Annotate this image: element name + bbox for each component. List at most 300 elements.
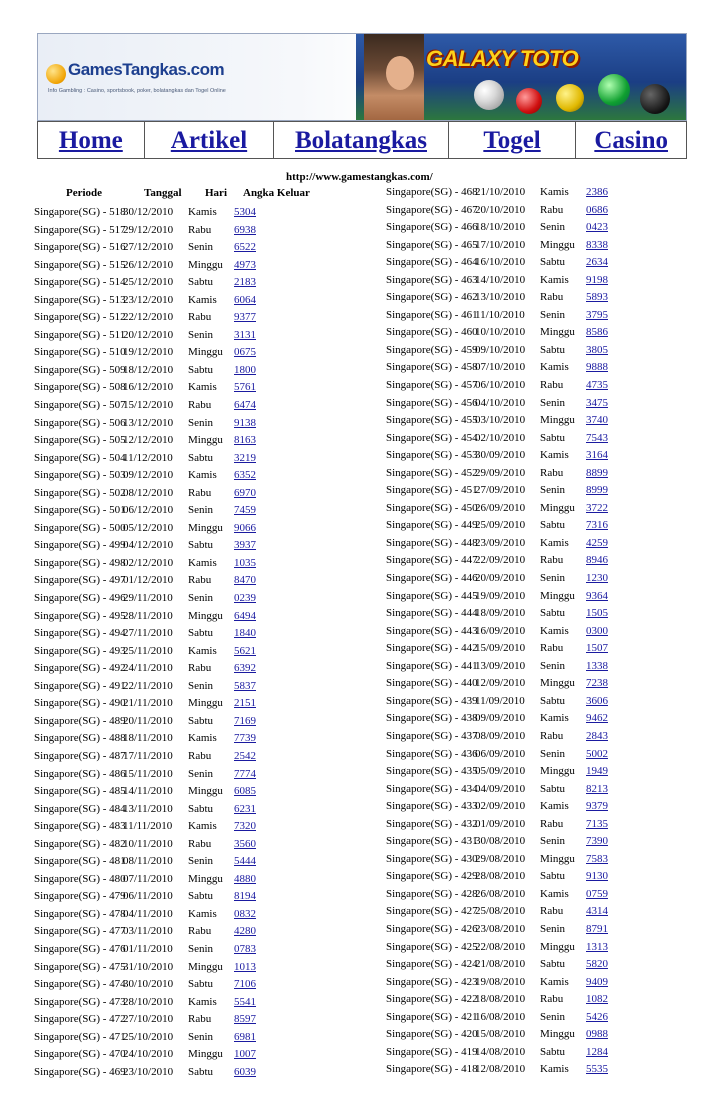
result-angka-link[interactable]: 5002 <box>586 747 608 760</box>
result-hari: Rabu <box>540 379 564 392</box>
result-periode: Singapore(SG) - 443 <box>386 624 478 637</box>
result-hari: Rabu <box>540 642 564 655</box>
result-angka-link[interactable]: 9409 <box>586 975 608 988</box>
result-angka-link[interactable]: 8586 <box>586 326 608 339</box>
result-angka-link[interactable]: 3475 <box>586 396 608 409</box>
result-hari: Kamis <box>188 907 217 920</box>
result-row <box>386 570 626 588</box>
result-periode: Singapore(SG) - 459 <box>386 343 478 356</box>
result-row <box>34 608 274 626</box>
result-hari: Kamis <box>540 975 569 988</box>
result-tanggal: 15/11/2010 <box>123 767 173 780</box>
result-angka-link[interactable]: 0675 <box>234 346 256 359</box>
result-tanggal: 03/10/2010 <box>475 414 526 427</box>
result-angka-link[interactable]: 4735 <box>586 379 608 392</box>
result-angka-link[interactable]: 1035 <box>234 556 256 569</box>
result-row <box>386 781 626 799</box>
result-hari: Minggu <box>540 501 575 514</box>
billiard-ball-icon <box>516 88 542 114</box>
result-angka-link[interactable]: 7739 <box>234 732 256 745</box>
result-row <box>386 903 626 921</box>
result-periode: Singapore(SG) - 426 <box>386 922 478 935</box>
result-angka-link[interactable]: 6522 <box>234 241 256 254</box>
result-periode: Singapore(SG) - 464 <box>386 256 478 269</box>
result-angka-link[interactable]: 0783 <box>234 942 256 955</box>
result-angka-link[interactable]: 8791 <box>586 922 608 935</box>
result-hari: Kamis <box>188 381 217 394</box>
result-angka-link[interactable]: 5893 <box>586 291 608 304</box>
result-tanggal: 18/11/2010 <box>123 732 173 745</box>
result-periode: Singapore(SG) - 465 <box>386 238 478 251</box>
site-url: http://www.gamestangkas.com/ <box>286 171 433 183</box>
result-row <box>34 660 274 678</box>
result-periode: Singapore(SG) - 503 <box>34 469 126 482</box>
result-tanggal: 30/08/2010 <box>475 835 526 848</box>
nav-bolatangkas-link[interactable]: Bolatangkas <box>274 122 448 158</box>
result-hari: Minggu <box>540 852 575 865</box>
result-angka-link[interactable]: 8163 <box>234 434 256 447</box>
result-hari: Sabtu <box>188 714 214 727</box>
result-angka-link[interactable]: 8338 <box>586 238 608 251</box>
result-tanggal: 23/09/2010 <box>475 536 526 549</box>
result-hari: Sabtu <box>188 276 214 289</box>
result-hari: Minggu <box>540 765 575 778</box>
result-angka-link[interactable]: 4259 <box>586 536 608 549</box>
result-angka-link[interactable]: 1800 <box>234 363 256 376</box>
result-tanggal: 20/10/2010 <box>475 203 526 216</box>
results-column-left <box>34 204 274 1081</box>
result-angka-link[interactable]: 6938 <box>234 223 256 236</box>
result-row <box>34 572 274 590</box>
result-angka-link[interactable]: 3937 <box>234 539 256 552</box>
result-hari: Senin <box>540 659 566 672</box>
result-row <box>34 362 274 380</box>
result-row <box>386 991 626 1009</box>
result-angka-link[interactable]: 1507 <box>586 642 608 655</box>
result-periode: Singapore(SG) - 453 <box>386 449 478 462</box>
result-angka-link[interactable]: 1284 <box>586 1045 608 1058</box>
result-angka-link[interactable]: 0239 <box>234 592 256 605</box>
result-tanggal: 26/08/2010 <box>475 887 526 900</box>
result-angka-link[interactable]: 0759 <box>586 887 608 900</box>
result-row <box>386 868 626 886</box>
result-angka-link[interactable]: 9462 <box>586 712 608 725</box>
result-angka-link[interactable]: 8999 <box>586 484 608 497</box>
billiard-ball-icon <box>556 84 584 112</box>
result-tanggal: 09/10/2010 <box>475 343 526 356</box>
result-angka-link[interactable]: 8194 <box>234 890 256 903</box>
result-tanggal: 15/09/2010 <box>475 642 526 655</box>
result-periode: Singapore(SG) - 516 <box>34 241 126 254</box>
result-periode: Singapore(SG) - 442 <box>386 642 478 655</box>
result-tanggal: 21/10/2010 <box>475 186 526 198</box>
result-angka-link[interactable]: 3560 <box>234 837 256 850</box>
result-row <box>34 695 274 713</box>
result-angka-link[interactable]: 6085 <box>234 785 256 798</box>
result-angka-link[interactable]: 6392 <box>234 662 256 675</box>
nav-artikel-link[interactable]: Artikel <box>145 122 275 158</box>
result-row <box>386 833 626 851</box>
result-angka-link[interactable]: 6970 <box>234 486 256 499</box>
result-angka-link[interactable]: 6981 <box>234 1030 256 1043</box>
result-angka-link[interactable]: 3131 <box>234 328 256 341</box>
result-hari: Rabu <box>540 466 564 479</box>
result-hari: Senin <box>188 328 214 341</box>
result-row <box>386 921 626 939</box>
result-periode: Singapore(SG) - 512 <box>34 311 126 324</box>
billiard-ball-icon <box>474 80 504 110</box>
result-angka-link[interactable]: 1949 <box>586 765 608 778</box>
result-tanggal: 24/10/2010 <box>123 1048 174 1061</box>
result-angka-link[interactable]: 0832 <box>234 907 256 920</box>
result-row <box>34 678 274 696</box>
result-hari: Sabtu <box>540 343 566 356</box>
result-hari: Senin <box>540 747 566 760</box>
result-row <box>386 1009 626 1027</box>
result-row <box>386 500 626 518</box>
result-tanggal: 25/09/2010 <box>475 519 526 532</box>
result-angka-link[interactable]: 1230 <box>586 572 608 585</box>
result-hari: Minggu <box>540 589 575 602</box>
result-angka-link[interactable]: 3722 <box>586 501 608 514</box>
result-tanggal: 16/08/2010 <box>475 1010 526 1023</box>
result-periode: Singapore(SG) - 471 <box>34 1030 126 1043</box>
result-tanggal: 27/09/2010 <box>475 484 526 497</box>
result-periode: Singapore(SG) - 475 <box>34 960 126 973</box>
result-row <box>386 482 626 500</box>
result-angka-link[interactable]: 9138 <box>234 416 256 429</box>
result-angka-link[interactable]: 7390 <box>586 835 608 848</box>
result-periode: Singapore(SG) - 421 <box>386 1010 478 1023</box>
result-angka-link[interactable]: 8470 <box>234 574 256 587</box>
result-angka-link[interactable]: 9377 <box>234 311 256 324</box>
result-periode: Singapore(SG) - 454 <box>386 431 478 444</box>
result-tanggal: 16/09/2010 <box>475 624 526 637</box>
result-periode: Singapore(SG) - 463 <box>386 273 478 286</box>
result-periode: Singapore(SG) - 481 <box>34 855 126 868</box>
result-periode: Singapore(SG) - 447 <box>386 554 478 567</box>
result-angka-link[interactable]: 3740 <box>586 414 608 427</box>
result-angka-link[interactable]: 8213 <box>586 782 608 795</box>
result-hari: Minggu <box>540 677 575 690</box>
model-photo <box>364 34 424 121</box>
result-angka-link[interactable]: 5426 <box>586 1010 608 1023</box>
result-periode: Singapore(SG) - 507 <box>34 399 126 412</box>
result-angka-link[interactable]: 5444 <box>234 855 256 868</box>
result-periode: Singapore(SG) - 451 <box>386 484 478 497</box>
result-tanggal: 14/10/2010 <box>475 273 526 286</box>
result-hari: Sabtu <box>188 978 214 991</box>
result-hari: Senin <box>540 308 566 321</box>
result-tanggal: 10/10/2010 <box>475 326 526 339</box>
result-angka-link[interactable]: 1313 <box>586 940 608 953</box>
result-angka-link[interactable]: 0686 <box>586 203 608 216</box>
result-hari: Sabtu <box>540 607 566 620</box>
result-row <box>34 818 274 836</box>
result-row <box>386 1044 626 1062</box>
result-angka-link[interactable]: 6064 <box>234 293 256 306</box>
result-periode: Singapore(SG) - 439 <box>386 694 478 707</box>
header-banner[interactable] <box>37 33 687 121</box>
result-hari: Kamis <box>188 644 217 657</box>
result-row <box>386 728 626 746</box>
result-hari: Rabu <box>188 311 212 324</box>
result-periode: Singapore(SG) - 513 <box>34 293 126 306</box>
result-angka-link[interactable]: 7316 <box>586 519 608 532</box>
result-tanggal: 08/12/2010 <box>123 486 174 499</box>
result-angka-link[interactable]: 1840 <box>234 627 256 640</box>
result-tanggal: 11/12/2010 <box>123 451 173 464</box>
result-row <box>34 204 274 222</box>
result-row <box>386 746 626 764</box>
result-periode: Singapore(SG) - 462 <box>386 291 478 304</box>
result-hari: Rabu <box>540 729 564 742</box>
result-hari: Senin <box>188 592 214 605</box>
result-angka-link[interactable]: 7583 <box>586 852 608 865</box>
result-row <box>386 675 626 693</box>
result-tanggal: 08/09/2010 <box>475 729 526 742</box>
result-angka-link[interactable]: 2542 <box>234 749 256 762</box>
result-angka-link[interactable]: 8597 <box>234 1013 256 1026</box>
result-periode: Singapore(SG) - 488 <box>34 732 126 745</box>
result-row <box>34 555 274 573</box>
result-hari: Minggu <box>188 697 223 710</box>
result-hari: Sabtu <box>540 519 566 532</box>
result-angka-link[interactable]: 4280 <box>234 925 256 938</box>
result-tanggal: 29/12/2010 <box>123 223 174 236</box>
result-hari: Rabu <box>540 203 564 216</box>
result-angka-link[interactable]: 2151 <box>234 697 256 710</box>
result-periode: Singapore(SG) - 493 <box>34 644 126 657</box>
result-row <box>386 430 626 448</box>
result-hari: Kamis <box>540 449 569 462</box>
result-row <box>386 465 626 483</box>
result-angka-link[interactable]: 3805 <box>586 343 608 356</box>
result-angka-link[interactable]: 8899 <box>586 466 608 479</box>
result-angka-link[interactable]: 3606 <box>586 694 608 707</box>
result-tanggal: 07/11/2010 <box>123 872 173 885</box>
result-angka-link[interactable]: 5820 <box>586 958 608 971</box>
result-hari: Rabu <box>188 837 212 850</box>
result-angka-link[interactable]: 5621 <box>234 644 256 657</box>
result-hari: Rabu <box>188 662 212 675</box>
result-angka-link[interactable]: 4314 <box>586 905 608 918</box>
result-angka-link[interactable]: 2634 <box>586 256 608 269</box>
result-periode: Singapore(SG) - 441 <box>386 659 478 672</box>
result-tanggal: 23/08/2010 <box>475 922 526 935</box>
logo-ball-icon <box>46 64 66 84</box>
result-tanggal: 25/08/2010 <box>475 905 526 918</box>
result-periode: Singapore(SG) - 470 <box>34 1048 126 1061</box>
result-tanggal: 28/11/2010 <box>123 609 173 622</box>
result-angka-link[interactable]: 5535 <box>586 1063 608 1076</box>
result-hari: Kamis <box>540 1063 569 1076</box>
result-periode: Singapore(SG) - 420 <box>386 1028 478 1041</box>
nav-home-link[interactable]: Home <box>38 122 145 158</box>
result-tanggal: 25/11/2010 <box>123 644 173 657</box>
nav-casino-link[interactable]: Casino <box>594 126 668 154</box>
result-periode: Singapore(SG) - 437 <box>386 729 478 742</box>
result-row <box>34 292 274 310</box>
result-tanggal: 18/12/2010 <box>123 363 174 376</box>
result-angka-link[interactable]: 5761 <box>234 381 256 394</box>
result-tanggal: 20/12/2010 <box>123 328 174 341</box>
result-tanggal: 13/12/2010 <box>123 416 174 429</box>
result-tanggal: 09/12/2010 <box>123 469 174 482</box>
result-angka-link[interactable]: 2386 <box>586 186 608 198</box>
result-hari: Minggu <box>188 785 223 798</box>
result-angka-link[interactable]: 1338 <box>586 659 608 672</box>
result-row <box>34 432 274 450</box>
result-hari: Sabtu <box>540 256 566 269</box>
result-hari: Senin <box>540 835 566 848</box>
result-hari: Minggu <box>540 414 575 427</box>
result-angka-link[interactable]: 7106 <box>234 978 256 991</box>
result-angka-link[interactable]: 0988 <box>586 1028 608 1041</box>
result-angka-link[interactable]: 1082 <box>586 993 608 1006</box>
result-tanggal: 30/10/2010 <box>123 978 174 991</box>
result-angka-link[interactable]: 9130 <box>586 870 608 883</box>
result-row <box>386 798 626 816</box>
result-periode: Singapore(SG) - 508 <box>34 381 126 394</box>
result-angka-link[interactable]: 5837 <box>234 679 256 692</box>
result-periode: Singapore(SG) - 486 <box>34 767 126 780</box>
result-row <box>34 941 274 959</box>
result-angka-link[interactable]: 0300 <box>586 624 608 637</box>
result-hari: Rabu <box>188 1013 212 1026</box>
result-row <box>386 816 626 834</box>
result-tanggal: 22/08/2010 <box>475 940 526 953</box>
nav-togel-link[interactable]: Togel <box>449 122 577 158</box>
result-angka-link[interactable]: 1007 <box>234 1048 256 1061</box>
result-row <box>34 713 274 731</box>
result-tanggal: 19/09/2010 <box>475 589 526 602</box>
result-angka-link[interactable]: 6231 <box>234 802 256 815</box>
result-row <box>386 324 626 342</box>
result-angka-link[interactable]: 0423 <box>586 221 608 234</box>
result-periode: Singapore(SG) - 418 <box>386 1063 478 1076</box>
result-periode: Singapore(SG) - 435 <box>386 765 478 778</box>
result-tanggal: 11/09/2010 <box>475 694 525 707</box>
result-angka-link[interactable]: 4973 <box>234 258 256 271</box>
result-row <box>34 309 274 327</box>
result-hari: Kamis <box>540 273 569 286</box>
result-tanggal: 31/10/2010 <box>123 960 174 973</box>
result-hari: Senin <box>540 221 566 234</box>
result-tanggal: 19/12/2010 <box>123 346 174 359</box>
header-angka-keluar: Angka Keluar <box>243 187 310 199</box>
result-angka-link[interactable]: 6352 <box>234 469 256 482</box>
result-row <box>34 1011 274 1029</box>
result-row <box>386 623 626 641</box>
result-angka-link[interactable]: 9888 <box>586 361 608 374</box>
result-angka-link[interactable]: 1505 <box>586 607 608 620</box>
result-tanggal: 13/11/2010 <box>123 802 173 815</box>
result-periode: Singapore(SG) - 485 <box>34 785 126 798</box>
result-angka-link[interactable]: 7543 <box>586 431 608 444</box>
result-angka-link[interactable]: 7169 <box>234 714 256 727</box>
result-tanggal: 16/10/2010 <box>475 256 526 269</box>
result-periode: Singapore(SG) - 473 <box>34 995 126 1008</box>
result-angka-link[interactable]: 2843 <box>586 729 608 742</box>
result-periode: Singapore(SG) - 466 <box>386 221 478 234</box>
result-hari: Rabu <box>540 817 564 830</box>
result-row <box>34 257 274 275</box>
result-angka-link[interactable]: 9198 <box>586 273 608 286</box>
result-row <box>386 307 626 325</box>
result-hari: Rabu <box>540 993 564 1006</box>
result-angka-link[interactable]: 1013 <box>234 960 256 973</box>
result-angka-link[interactable]: 5304 <box>234 206 256 218</box>
result-row <box>34 590 274 608</box>
result-angka-link[interactable]: 7238 <box>586 677 608 690</box>
result-periode: Singapore(SG) - 518 <box>34 206 126 218</box>
result-angka-link[interactable]: 7320 <box>234 820 256 833</box>
result-angka-link[interactable]: 6474 <box>234 399 256 412</box>
result-angka-link[interactable]: 3219 <box>234 451 256 464</box>
result-angka-link[interactable]: 8946 <box>586 554 608 567</box>
result-tanggal: 22/11/2010 <box>123 679 173 692</box>
result-periode: Singapore(SG) - 458 <box>386 361 478 374</box>
result-row <box>34 222 274 240</box>
site-logo: GamesTangkas.com <box>68 60 225 79</box>
result-row <box>34 520 274 538</box>
result-row <box>386 710 626 728</box>
promo-banner[interactable] <box>356 34 687 121</box>
result-angka-link[interactable]: 3795 <box>586 308 608 321</box>
result-row <box>34 397 274 415</box>
result-angka-link[interactable]: 7459 <box>234 504 256 517</box>
result-periode: Singapore(SG) - 490 <box>34 697 126 710</box>
result-periode: Singapore(SG) - 502 <box>34 486 126 499</box>
result-row <box>34 274 274 292</box>
result-tanggal: 01/11/2010 <box>123 942 173 955</box>
result-periode: Singapore(SG) - 429 <box>386 870 478 883</box>
result-row <box>386 535 626 553</box>
result-periode: Singapore(SG) - 460 <box>386 326 478 339</box>
result-periode: Singapore(SG) - 427 <box>386 905 478 918</box>
result-hari: Kamis <box>188 820 217 833</box>
result-periode: Singapore(SG) - 501 <box>34 504 126 517</box>
result-angka-link[interactable]: 6494 <box>234 609 256 622</box>
result-tanggal: 25/10/2010 <box>123 1030 174 1043</box>
result-hari: Senin <box>188 241 214 254</box>
result-tanggal: 06/12/2010 <box>123 504 174 517</box>
result-periode: Singapore(SG) - 423 <box>386 975 478 988</box>
result-angka-link[interactable]: 3164 <box>586 449 608 462</box>
result-periode: Singapore(SG) - 472 <box>34 1013 126 1026</box>
result-row <box>34 853 274 871</box>
result-tanggal: 13/10/2010 <box>475 291 526 304</box>
result-angka-link[interactable]: 9364 <box>586 589 608 602</box>
result-angka-link[interactable]: 7135 <box>586 817 608 830</box>
result-angka-link[interactable]: 2183 <box>234 276 256 289</box>
result-row <box>386 552 626 570</box>
result-angka-link[interactable]: 9379 <box>586 800 608 813</box>
result-angka-link[interactable]: 7774 <box>234 767 256 780</box>
result-angka-link[interactable]: 5541 <box>234 995 256 1008</box>
header-periode: Periode <box>66 187 103 199</box>
result-periode: Singapore(SG) - 445 <box>386 589 478 602</box>
result-periode: Singapore(SG) - 461 <box>386 308 478 321</box>
result-hari: Kamis <box>188 732 217 745</box>
result-tanggal: 12/09/2010 <box>475 677 526 690</box>
result-angka-link[interactable]: 6039 <box>234 1065 256 1078</box>
result-angka-link[interactable]: 9066 <box>234 521 256 534</box>
result-row <box>386 517 626 535</box>
result-periode: Singapore(SG) - 489 <box>34 714 126 727</box>
result-angka-link[interactable]: 4880 <box>234 872 256 885</box>
